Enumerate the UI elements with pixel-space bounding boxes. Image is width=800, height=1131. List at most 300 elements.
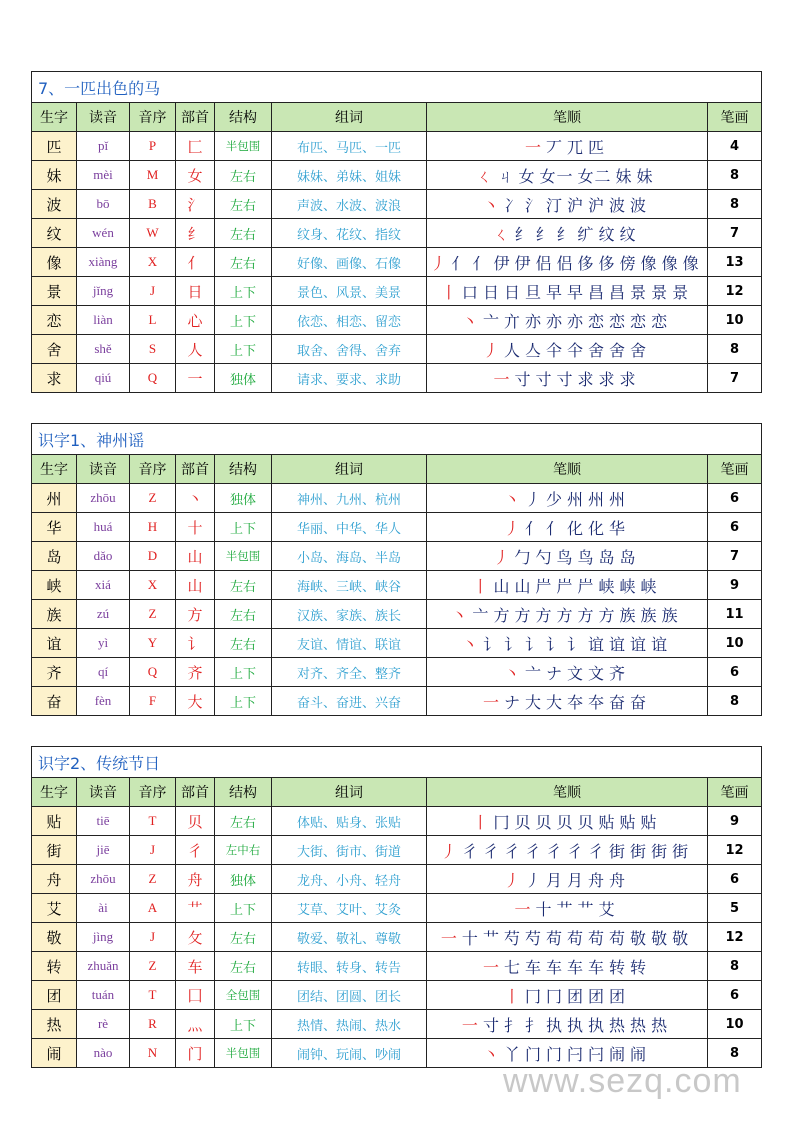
pinyin-cell: bō — [77, 190, 130, 219]
stroke-step: 像 — [640, 253, 658, 273]
table-row — [32, 364, 762, 393]
stroke-step: 门 — [524, 1044, 542, 1064]
stroke-count-cell: 4 — [708, 132, 762, 161]
stroke-step: 峡 — [640, 576, 658, 596]
stroke-count-cell: 10 — [708, 629, 762, 658]
initial-cell: B — [130, 190, 176, 219]
stroke-step: 化 — [588, 518, 606, 538]
char-cell: 舟 — [32, 865, 77, 894]
stroke-step: 丿 — [440, 841, 458, 861]
stroke-count-cell: 13 — [708, 248, 762, 277]
header-pinyin: 读音 — [77, 455, 130, 484]
char-cell: 妹 — [32, 161, 77, 190]
structure-cell: 上下 — [215, 894, 272, 923]
stroke-step: 热 — [651, 1015, 669, 1035]
structure-cell: 上下 — [215, 335, 272, 364]
stroke-step: 伊 — [493, 253, 511, 273]
structure-cell: 半包围 — [215, 1039, 272, 1068]
lesson-table-1 — [31, 71, 761, 393]
stroke-step: 街 — [609, 841, 627, 861]
words-cell: 转眼、转身、转告 — [272, 952, 427, 981]
pinyin-cell: shě — [77, 335, 130, 364]
stroke-step: 汀 — [545, 195, 563, 215]
stroke-step: 讠 — [524, 634, 542, 654]
stroke-step: 方 — [598, 605, 616, 625]
stroke-step: 闩 — [567, 1044, 585, 1064]
stroke-step: 一 — [482, 957, 500, 977]
stroke-step: 丶 — [461, 634, 479, 654]
stroke-step: ㄑ — [493, 224, 511, 244]
radical-cell: 舟 — [176, 865, 215, 894]
char-cell: 族 — [32, 600, 77, 629]
stroke-step: 一 — [514, 899, 532, 919]
initial-cell: M — [130, 161, 176, 190]
stroke-step: 人 — [503, 340, 521, 360]
pinyin-cell: fèn — [77, 687, 130, 716]
words-cell: 布匹、马匹、一匹 — [272, 132, 427, 161]
stroke-step: 沪 — [567, 195, 585, 215]
stroke-step: 奋 — [630, 692, 648, 712]
stroke-step: 侈 — [598, 253, 616, 273]
stroke-step: 波 — [609, 195, 627, 215]
initial-cell: D — [130, 542, 176, 571]
stroke-step: 执 — [545, 1015, 563, 1035]
stroke-step: 丿 — [503, 870, 521, 890]
stroke-step: 街 — [651, 841, 669, 861]
stroke-step: 彳 — [482, 841, 500, 861]
pinyin-cell: xiàng — [77, 248, 130, 277]
words-cell: 纹身、花纹、指纹 — [272, 219, 427, 248]
table-row — [32, 132, 762, 161]
stroke-step: 车 — [524, 957, 542, 977]
header-words: 组词 — [272, 778, 427, 807]
stroke-step: 丶 — [503, 489, 521, 509]
stroke-step: 傍 — [619, 253, 637, 273]
stroke-step: 艾 — [598, 899, 616, 919]
stroke-count-cell: 6 — [708, 865, 762, 894]
stroke-step: 丶 — [503, 663, 521, 683]
stroke-order-cell — [427, 836, 708, 865]
stroke-order-cell — [427, 364, 708, 393]
stroke-step: 亻 — [545, 518, 563, 538]
stroke-step: 族 — [661, 605, 679, 625]
char-cell: 州 — [32, 484, 77, 513]
stroke-step: 彳 — [588, 841, 606, 861]
words-cell: 景色、风景、美景 — [272, 277, 427, 306]
radical-cell: 齐 — [176, 658, 215, 687]
stroke-step: 丶 — [461, 311, 479, 331]
pinyin-cell: jìng — [77, 923, 130, 952]
initial-cell: X — [130, 571, 176, 600]
stroke-step: 贝 — [556, 812, 574, 832]
initial-cell: Z — [130, 484, 176, 513]
header-stroke-order: 笔顺 — [427, 103, 708, 132]
radical-cell: 车 — [176, 952, 215, 981]
pinyin-cell: tiē — [77, 807, 130, 836]
stroke-order-cell — [427, 865, 708, 894]
stroke-step: 丫 — [503, 1044, 521, 1064]
stroke-step: 贝 — [577, 812, 595, 832]
table-row — [32, 484, 762, 513]
stroke-step: 文 — [567, 663, 585, 683]
stroke-count-cell: 12 — [708, 923, 762, 952]
char-cell: 峡 — [32, 571, 77, 600]
stroke-step: 冂 — [493, 812, 511, 832]
stroke-order-cell — [427, 923, 708, 952]
stroke-step: 闹 — [630, 1044, 648, 1064]
char-cell: 团 — [32, 981, 77, 1010]
stroke-count-cell: 7 — [708, 364, 762, 393]
stroke-order-cell — [427, 219, 708, 248]
stroke-count-cell: 7 — [708, 542, 762, 571]
radical-cell: 艹 — [176, 894, 215, 923]
table-row — [32, 687, 762, 716]
initial-cell: X — [130, 248, 176, 277]
stroke-step: 昌 — [588, 282, 606, 302]
stroke-step: 族 — [619, 605, 637, 625]
stroke-step: 恋 — [630, 311, 648, 331]
structure-cell: 左右 — [215, 161, 272, 190]
pinyin-cell: wén — [77, 219, 130, 248]
stroke-step: 匹 — [588, 137, 606, 157]
header-pinyin: 读音 — [77, 103, 130, 132]
char-cell: 闹 — [32, 1039, 77, 1068]
stroke-step: 门 — [545, 1044, 563, 1064]
table-row — [32, 277, 762, 306]
stroke-step: 亻 — [524, 518, 542, 538]
stroke-step: 彳 — [503, 841, 521, 861]
stroke-step: 亦 — [545, 311, 563, 331]
stroke-step: 口 — [461, 282, 479, 302]
stroke-step: 像 — [661, 253, 679, 273]
stroke-order-cell — [427, 658, 708, 687]
structure-cell: 左右 — [215, 190, 272, 219]
char-cell: 贴 — [32, 807, 77, 836]
stroke-step: 彳 — [545, 841, 563, 861]
structure-cell: 半包围 — [215, 542, 272, 571]
char-cell: 匹 — [32, 132, 77, 161]
stroke-step: 求 — [619, 369, 637, 389]
stroke-step: 大 — [524, 692, 542, 712]
stroke-order-cell — [427, 277, 708, 306]
stroke-step: 州 — [609, 489, 627, 509]
radical-cell: 人 — [176, 335, 215, 364]
stroke-step: 方 — [577, 605, 595, 625]
stroke-step: 昌 — [609, 282, 627, 302]
radical-cell: 十 — [176, 513, 215, 542]
header-structure: 结构 — [215, 103, 272, 132]
stroke-step: 方 — [514, 605, 532, 625]
stroke-step: 亦 — [524, 311, 542, 331]
structure-cell: 上下 — [215, 1010, 272, 1039]
stroke-step: 丿 — [503, 518, 521, 538]
stroke-step: 丶 — [482, 195, 500, 215]
pinyin-cell: jiē — [77, 836, 130, 865]
header-initial: 音序 — [130, 778, 176, 807]
structure-cell: 独体 — [215, 364, 272, 393]
stroke-step: 冂 — [545, 986, 563, 1006]
initial-cell: A — [130, 894, 176, 923]
char-cell: 转 — [32, 952, 77, 981]
words-cell: 热情、热闹、热水 — [272, 1010, 427, 1039]
radical-cell: 灬 — [176, 1010, 215, 1039]
radical-cell: 女 — [176, 161, 215, 190]
char-cell: 波 — [32, 190, 77, 219]
stroke-step: 奋 — [609, 692, 627, 712]
stroke-count-cell: 8 — [708, 161, 762, 190]
char-cell: 求 — [32, 364, 77, 393]
stroke-step: 一 — [482, 692, 500, 712]
stroke-count-cell: 12 — [708, 836, 762, 865]
pinyin-cell: qí — [77, 658, 130, 687]
stroke-step: 恋 — [588, 311, 606, 331]
stroke-step: 热 — [609, 1015, 627, 1035]
pinyin-cell: huá — [77, 513, 130, 542]
stroke-step: 仐 — [567, 340, 585, 360]
stroke-step: 贴 — [640, 812, 658, 832]
initial-cell: J — [130, 277, 176, 306]
stroke-step: 苟 — [567, 928, 585, 948]
lesson-table-2 — [31, 423, 761, 716]
stroke-step: 车 — [567, 957, 585, 977]
initial-cell: Q — [130, 364, 176, 393]
stroke-step: 贴 — [598, 812, 616, 832]
pinyin-cell: rè — [77, 1010, 130, 1039]
table-row — [32, 807, 762, 836]
stroke-count-cell: 12 — [708, 277, 762, 306]
stroke-step: 像 — [682, 253, 700, 273]
structure-cell: 上下 — [215, 658, 272, 687]
stroke-order-cell — [427, 161, 708, 190]
radical-cell: 囗 — [176, 981, 215, 1010]
stroke-order-cell — [427, 513, 708, 542]
radical-cell: 心 — [176, 306, 215, 335]
radical-cell: 山 — [176, 571, 215, 600]
pinyin-cell: yì — [77, 629, 130, 658]
stroke-count-cell: 8 — [708, 1039, 762, 1068]
stroke-step: 街 — [672, 841, 690, 861]
stroke-step: 早 — [567, 282, 585, 302]
stroke-step: 纩 — [577, 224, 595, 244]
pinyin-cell: zhuǎn — [77, 952, 130, 981]
table-row — [32, 248, 762, 277]
initial-cell: T — [130, 981, 176, 1010]
pinyin-cell: zhōu — [77, 484, 130, 513]
stroke-order-cell — [427, 190, 708, 219]
words-cell: 体贴、贴身、张贴 — [272, 807, 427, 836]
stroke-step: 丿 — [493, 547, 511, 567]
stroke-step: 舟 — [609, 870, 627, 890]
stroke-step: 岛 — [619, 547, 637, 567]
table-row — [32, 836, 762, 865]
header-stroke-order: 笔顺 — [427, 455, 708, 484]
char-cell: 恋 — [32, 306, 77, 335]
stroke-step: 谊 — [630, 634, 648, 654]
initial-cell: Y — [130, 629, 176, 658]
pinyin-cell: mèi — [77, 161, 130, 190]
stroke-step: 亼 — [524, 340, 542, 360]
initial-cell: N — [130, 1039, 176, 1068]
radical-cell: 丶 — [176, 484, 215, 513]
stroke-step: 丿 — [524, 870, 542, 890]
stroke-step: 亻 — [472, 253, 490, 273]
stroke-step: 屵 — [556, 576, 574, 596]
char-cell: 齐 — [32, 658, 77, 687]
stroke-step: 纹 — [598, 224, 616, 244]
structure-cell: 左右 — [215, 219, 272, 248]
pinyin-cell: xiá — [77, 571, 130, 600]
stroke-step: 纟 — [535, 224, 553, 244]
pinyin-cell: zhōu — [77, 865, 130, 894]
stroke-step: 纹 — [619, 224, 637, 244]
stroke-step: 求 — [577, 369, 595, 389]
lesson-table-3 — [31, 746, 761, 1068]
table-row — [32, 571, 762, 600]
stroke-step: 夲 — [567, 692, 585, 712]
stroke-step: 苟 — [545, 928, 563, 948]
initial-cell: J — [130, 923, 176, 952]
stroke-step: 丨 — [472, 576, 490, 596]
header-pinyin: 读音 — [77, 778, 130, 807]
stroke-step: 沪 — [588, 195, 606, 215]
stroke-step: 齐 — [609, 663, 627, 683]
stroke-step: 丨 — [472, 812, 490, 832]
words-cell: 艾草、艾叶、艾灸 — [272, 894, 427, 923]
stroke-step: 亠 — [472, 605, 490, 625]
lesson-title: 识字2、传统节日 — [32, 747, 762, 778]
stroke-order-cell — [427, 306, 708, 335]
stroke-step: 鸟 — [556, 547, 574, 567]
header-structure: 结构 — [215, 455, 272, 484]
stroke-order-cell — [427, 542, 708, 571]
stroke-step: 峡 — [598, 576, 616, 596]
stroke-step: 苟 — [609, 928, 627, 948]
stroke-step: 华 — [609, 518, 627, 538]
stroke-count-cell: 8 — [708, 952, 762, 981]
header-char: 生字 — [32, 778, 77, 807]
char-cell: 岛 — [32, 542, 77, 571]
structure-cell: 上下 — [215, 306, 272, 335]
header-stroke-count: 笔画 — [708, 778, 762, 807]
watermark: www.sezq.com — [503, 1062, 742, 1100]
initial-cell: R — [130, 1010, 176, 1039]
stroke-count-cell: 6 — [708, 658, 762, 687]
stroke-step: 寸 — [514, 369, 532, 389]
pinyin-cell: jǐng — [77, 277, 130, 306]
stroke-order-cell — [427, 571, 708, 600]
stroke-step: 扌 — [524, 1015, 542, 1035]
stroke-count-cell: 8 — [708, 335, 762, 364]
stroke-step: 艹 — [556, 899, 574, 919]
structure-cell: 左右 — [215, 571, 272, 600]
char-cell: 纹 — [32, 219, 77, 248]
stroke-step: 彳 — [461, 841, 479, 861]
words-cell: 取舍、舍得、舍弃 — [272, 335, 427, 364]
initial-cell: Z — [130, 865, 176, 894]
structure-cell: 左右 — [215, 952, 272, 981]
stroke-count-cell: 8 — [708, 687, 762, 716]
pinyin-cell: nào — [77, 1039, 130, 1068]
stroke-order-cell — [427, 484, 708, 513]
stroke-step: 州 — [567, 489, 585, 509]
stroke-order-cell — [427, 132, 708, 161]
stroke-step: ㄐ — [497, 166, 515, 186]
table-row — [32, 306, 762, 335]
table-row — [32, 161, 762, 190]
header-row — [32, 103, 762, 132]
stroke-step: 谊 — [651, 634, 669, 654]
stroke-step: 团 — [567, 986, 585, 1006]
table-row — [32, 629, 762, 658]
table-row — [32, 335, 762, 364]
stroke-step: 讠 — [567, 634, 585, 654]
words-cell: 敬爱、敬礼、尊敬 — [272, 923, 427, 952]
stroke-step: 舍 — [609, 340, 627, 360]
header-words: 组词 — [272, 103, 427, 132]
radical-cell: 亻 — [176, 248, 215, 277]
stroke-step: 大 — [545, 692, 563, 712]
char-cell: 像 — [32, 248, 77, 277]
words-cell: 团结、团圆、团长 — [272, 981, 427, 1010]
stroke-step: 族 — [640, 605, 658, 625]
stroke-order-cell — [427, 952, 708, 981]
initial-cell: S — [130, 335, 176, 364]
structure-cell: 全包围 — [215, 981, 272, 1010]
stroke-step: 鸟 — [577, 547, 595, 567]
stroke-step: 十 — [535, 899, 553, 919]
stroke-step: 求 — [598, 369, 616, 389]
structure-cell: 左右 — [215, 923, 272, 952]
initial-cell: L — [130, 306, 176, 335]
char-cell: 热 — [32, 1010, 77, 1039]
stroke-step: 恋 — [651, 311, 669, 331]
stroke-step: 执 — [567, 1015, 585, 1035]
character-table — [31, 746, 762, 1068]
header-radical: 部首 — [176, 778, 215, 807]
stroke-step: 一 — [461, 1015, 479, 1035]
stroke-step: 丿 — [482, 340, 500, 360]
stroke-step: 亣 — [503, 311, 521, 331]
pinyin-cell: liàn — [77, 306, 130, 335]
stroke-step: 景 — [672, 282, 690, 302]
stroke-count-cell: 6 — [708, 484, 762, 513]
stroke-step: 仐 — [545, 340, 563, 360]
initial-cell: W — [130, 219, 176, 248]
stroke-step: 寸 — [556, 369, 574, 389]
table-row — [32, 865, 762, 894]
stroke-count-cell: 10 — [708, 1010, 762, 1039]
stroke-step: 转 — [609, 957, 627, 977]
stroke-step: 车 — [545, 957, 563, 977]
stroke-step: 化 — [567, 518, 585, 538]
stroke-step: 岛 — [598, 547, 616, 567]
initial-cell: H — [130, 513, 176, 542]
table-row — [32, 600, 762, 629]
stroke-count-cell: 9 — [708, 807, 762, 836]
stroke-step: 山 — [493, 576, 511, 596]
pinyin-cell: ài — [77, 894, 130, 923]
stroke-step: 苟 — [588, 928, 606, 948]
header-stroke-count: 笔画 — [708, 103, 762, 132]
table-row — [32, 542, 762, 571]
table-row — [32, 1010, 762, 1039]
stroke-step: 寸 — [535, 369, 553, 389]
stroke-step: 妹 — [615, 166, 633, 186]
stroke-step: 月 — [567, 870, 585, 890]
stroke-step: 屵 — [535, 576, 553, 596]
stroke-step: 彳 — [524, 841, 542, 861]
pinyin-cell: zú — [77, 600, 130, 629]
